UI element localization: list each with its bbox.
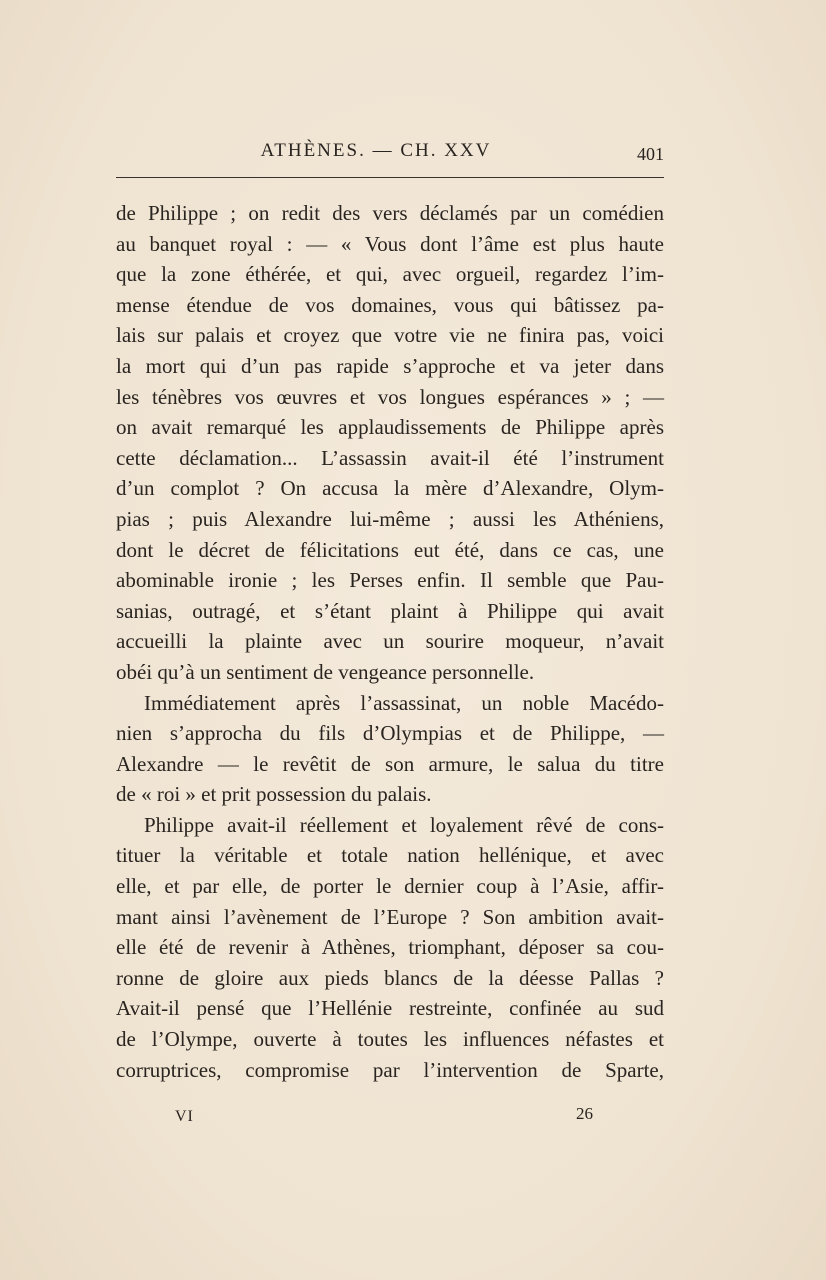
text-line: de « roi » et prit possession du palais. [116,782,432,807]
text-line: la mort qui d’un pas rapide s’approche et va jeter dans [116,353,664,378]
text-line: les ténèbres vos œuvres et vos longues espérances » ; — [116,384,664,409]
text-line: Alexandre — le revêtit de son armure, le salua du titre [116,751,664,776]
running-title: ATHÈNES. — CH. XXV [260,140,492,161]
text-line: de l’Olympe, ouverte à toutes les influences néfastes et [116,1027,664,1052]
text-line: mense étendue de vos domaines, vous qui bâtissez pa- [116,292,664,317]
text-line: au banquet royal : — « Vous dont l’âme est plus haute [116,231,664,256]
text-line: pias ; puis Alexandre lui-même ; aussi les Athéniens, [116,506,664,531]
text-line: abominable ironie ; les Perses enfin. Il semble que Pau- [116,568,664,593]
text-line: Immédiatement après l’assassinat, un noble Macédo- [144,690,664,715]
text-line: ronne de gloire aux pieds blancs de la déesse Pallas ? [116,965,664,990]
text-line: obéi qu’à un sentiment de vengeance personnelle. [116,659,535,684]
text-line: nien s’approcha du fils d’Olympias et de Philippe, — [116,721,664,746]
text-line: on avait remarqué les applaudissements de Philippe après [116,415,664,440]
text-line: que la zone éthérée, et qui, avec orgueil, regardez l’im- [116,262,664,287]
text-line: mant ainsi l’avènement de l’Europe ? Son ambition avait- [116,904,664,929]
sheet-number: 26 [576,1104,593,1123]
text-line: d’un complot ? On accusa la mère d’Alexandre, Olym- [116,476,664,501]
body-text [116,198,664,1085]
header-rule [116,177,664,178]
signature-mark: VI [175,1108,194,1125]
running-head [116,140,664,168]
text-line: de Philippe ; on redit des vers déclamés par un comédien [116,201,664,225]
text-line: accueilli la plainte avec un sourire moqueur, n’avait [116,629,664,654]
text-line: elle, et par elle, de porter le dernier coup à l’Asie, affir- [116,874,664,899]
text-line: cette déclamation... L’assassin avait-il été l’instrument [116,445,664,470]
text-line: elle été de revenir à Athènes, triomphant, déposer sa cou- [116,935,664,960]
text-line: dont le décret de félicitations eut été, dans ce cas, une [116,537,664,562]
text-line: Avait-il pensé que l’Hellénie restreinte, confinée au sud [116,996,664,1021]
text-line: lais sur palais et croyez que votre vie ne finira pas, voici [116,323,664,348]
text-line: tituer la véritable et totale nation hellénique, et avec [116,843,664,868]
text-line: Philippe avait-il réellement et loyalement rêvé de cons- [144,812,664,837]
text-line: sanias, outragé, et s’étant plaint à Philippe qui avait [116,598,664,623]
text-line: corruptrices, compromise par l’intervention de Sparte, [116,1057,664,1082]
page-number: 401 [637,144,664,164]
